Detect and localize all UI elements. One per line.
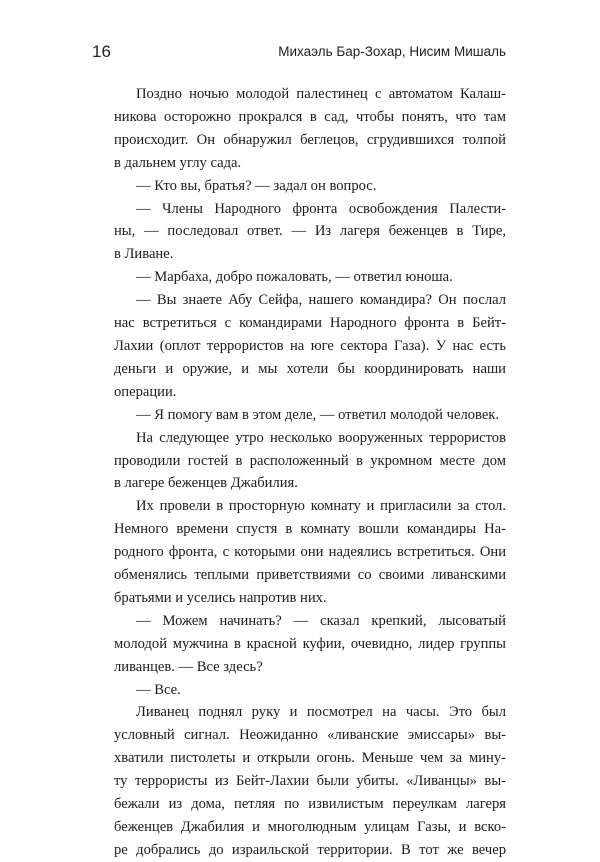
text-line: Лахии (оплот террористов на юге сектора Газа). У нас есть: [114, 337, 506, 354]
text-line: — Марбаха, добро пожаловать, — ответил юноша.: [136, 269, 453, 286]
text-line: ту террористы из Бейт-Лахии были убиты. «Ливанцы» вы-: [114, 773, 506, 790]
text-line: проводили гостей в расположенный в укромном месте дом: [114, 452, 506, 469]
text-line: ливанцев. — Все здесь?: [114, 658, 263, 675]
text-line: На следующее утро несколько вооруженных террористов: [136, 429, 506, 446]
text-line: операции.: [114, 383, 177, 400]
text-line: — Кто вы, братья? — задал он вопрос.: [136, 177, 377, 194]
text-line: братьями и уселись напротив них.: [114, 589, 327, 606]
text-line: — Все.: [136, 681, 181, 698]
text-line: в дальнем углу сада.: [114, 154, 242, 171]
page-header: [92, 40, 506, 64]
text-line: молодой мужчина в красной куфии, очевидно, лидер группы: [114, 635, 506, 652]
paragraph: [92, 175, 506, 198]
text-line: — Я помогу вам в этом деле, — ответил молодой человек.: [136, 406, 500, 423]
paragraph: [92, 404, 506, 427]
text-line: Поздно ночью молодой палестинец с автоматом Калаш-: [136, 86, 506, 102]
page-number: 16: [92, 42, 111, 61]
text-line: хватили пистолеты и открыли огонь. Меньше чем за мину-: [114, 750, 506, 767]
text-line: обменялись теплыми приветствиями со своими ливанскими: [114, 567, 506, 584]
body-text: [92, 83, 506, 862]
paragraph: [92, 266, 506, 289]
text-line: деньги и оружие, и мы хотели бы координировать наши: [114, 360, 506, 377]
text-line: ны, — последовал ответ. — Из лагеря беженцев в Тире,: [114, 223, 506, 240]
text-line: никова осторожно прокрался в сад, чтобы понять, что там: [114, 108, 506, 125]
paragraph: [92, 198, 506, 267]
text-line: — Члены Народного фронта освобождения Палести-: [136, 200, 506, 217]
text-line: нас встретиться с командирами Народного фронта в Бейт-: [114, 315, 506, 332]
text-line: — Вы знаете Абу Сейфа, нашего командира? Он послал: [136, 292, 506, 309]
paragraph: [92, 701, 506, 861]
text-line: в Ливане.: [114, 246, 174, 263]
text-line: Ливанец поднял руку и посмотрел на часы. Это был: [136, 704, 506, 721]
text-line: Их провели в просторную комнату и пригласили за стол.: [136, 498, 506, 515]
running-head: Михаэль Бар-Зохар, Нисим Мишаль: [278, 44, 506, 59]
paragraph: [92, 427, 506, 496]
paragraph: [92, 289, 506, 404]
text-line: бежали из дома, петляя по извилистым переулкам лагеря: [114, 796, 506, 813]
text-line: — Можем начинать? — сказал крепкий, лысоватый: [136, 612, 506, 629]
text-line: родного фронта, с которыми они надеялись встретиться. Они: [114, 544, 506, 561]
paragraph: [92, 83, 506, 175]
paragraph: [92, 495, 506, 610]
text-line: в лагере беженцев Джабилия.: [114, 475, 298, 492]
text-line: Немного времени спустя в комнату вошли командиры На-: [114, 521, 506, 538]
paragraph: [92, 679, 506, 702]
text-line: происходит. Он обнаружил беглецов, сгрудившихся толпой: [114, 131, 506, 148]
paragraph: [92, 610, 506, 679]
text-line: ре добрались до израильской территории. В тот же вечер: [114, 841, 506, 858]
text-line: беженцев Джабилия и многолюдным улицам Газы, и вско-: [114, 819, 506, 835]
text-line: условный сигнал. Неожиданно «ливанские эмиссары» вы-: [114, 727, 506, 744]
